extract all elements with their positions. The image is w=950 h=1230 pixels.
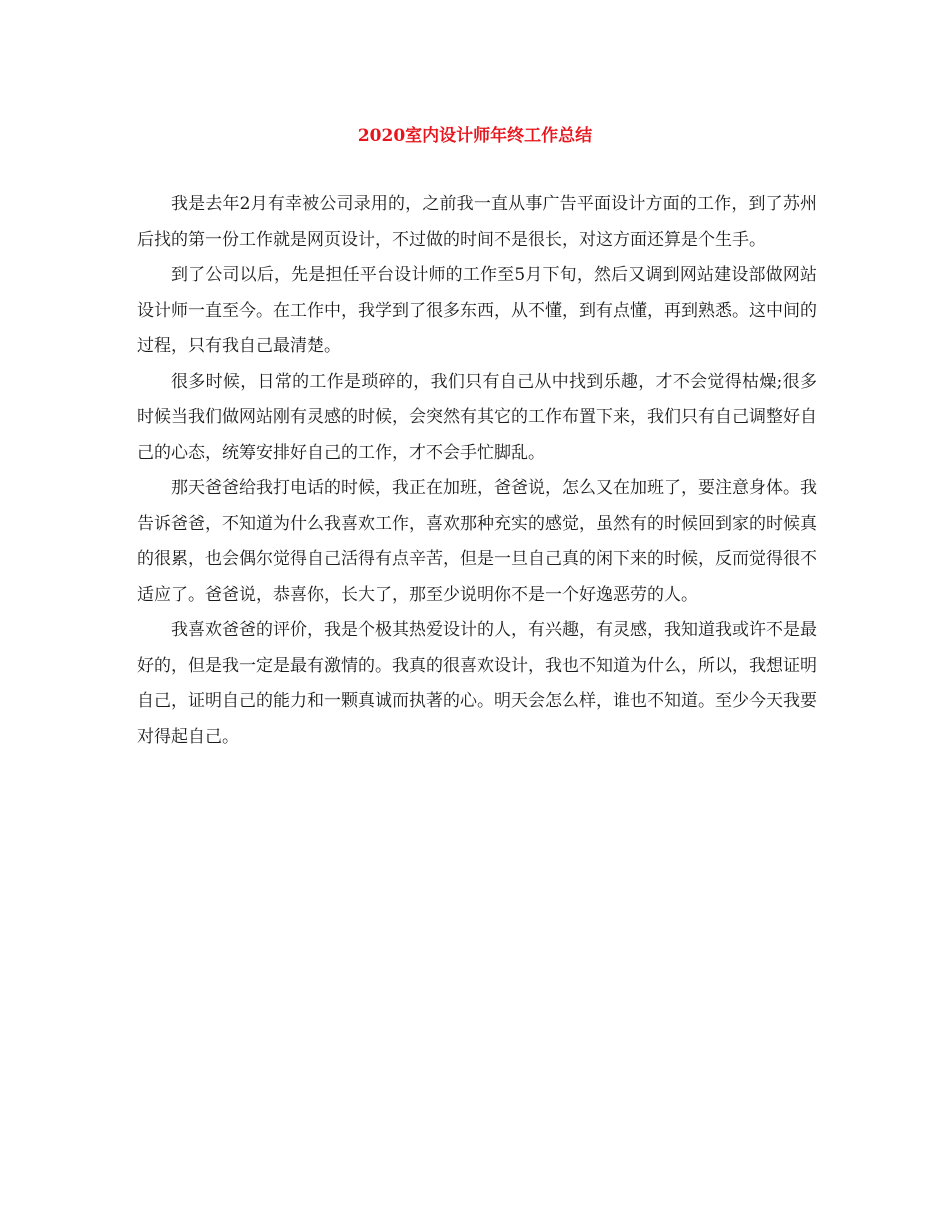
paragraph: 那天爸爸给我打电话的时候，我正在加班，爸爸说，怎么又在加班了，要注意身体。我告诉爸爸，不知道为什么我喜欢工作，喜欢那种充实的感觉，虽然有的时候回到家的时候真的很累，也会偶尔觉得自己活得有点辛苦，但是一旦自己真的闲下来的时候，反而觉得很不适应了。爸爸说，恭喜你，长大了，那至少说明你不是一个好逸恶劳的人。 <box>137 478 817 605</box>
paragraph: 很多时候，日常的工作是琐碎的，我们只有自己从中找到乐趣，才不会觉得枯燥;很多时候当我们做网站刚有灵感的时候，会突然有其它的工作布置下来，我们只有自己调整好自己的心态，统筹安排好自己的工作，才不会手忙脚乱。 <box>137 371 817 463</box>
document-title: 2020室内设计师年终工作总结 <box>357 126 593 146</box>
paragraph: 到了公司以后，先是担任平台设计师的工作至5月下旬，然后又调到网站建设部做网站设计师一直至今。在工作中，我学到了很多东西，从不懂，到有点懂，再到熟悉。这中间的过程，只有我自己最清楚。 <box>137 265 817 356</box>
paragraph: 我是去年2月有幸被公司录用的，之前我一直从事广告平面设计方面的工作，到了苏州后找的第一份工作就是网页设计，不过做的时间不是很长，对这方面还算是个生手。 <box>137 194 817 250</box>
document-body <box>137 187 817 755</box>
paragraph: 我喜欢爸爸的评价，我是个极其热爱设计的人，有兴趣，有灵感，我知道我或许不是最好的，但是我一定是最有激情的。我真的很喜欢设计，我也不知道为什么，所以，我想证明自己，证明自己的能力和一颗真诚而执著的心。明天会怎么样，谁也不知道。至少今天我要对得起自己。 <box>137 620 817 747</box>
